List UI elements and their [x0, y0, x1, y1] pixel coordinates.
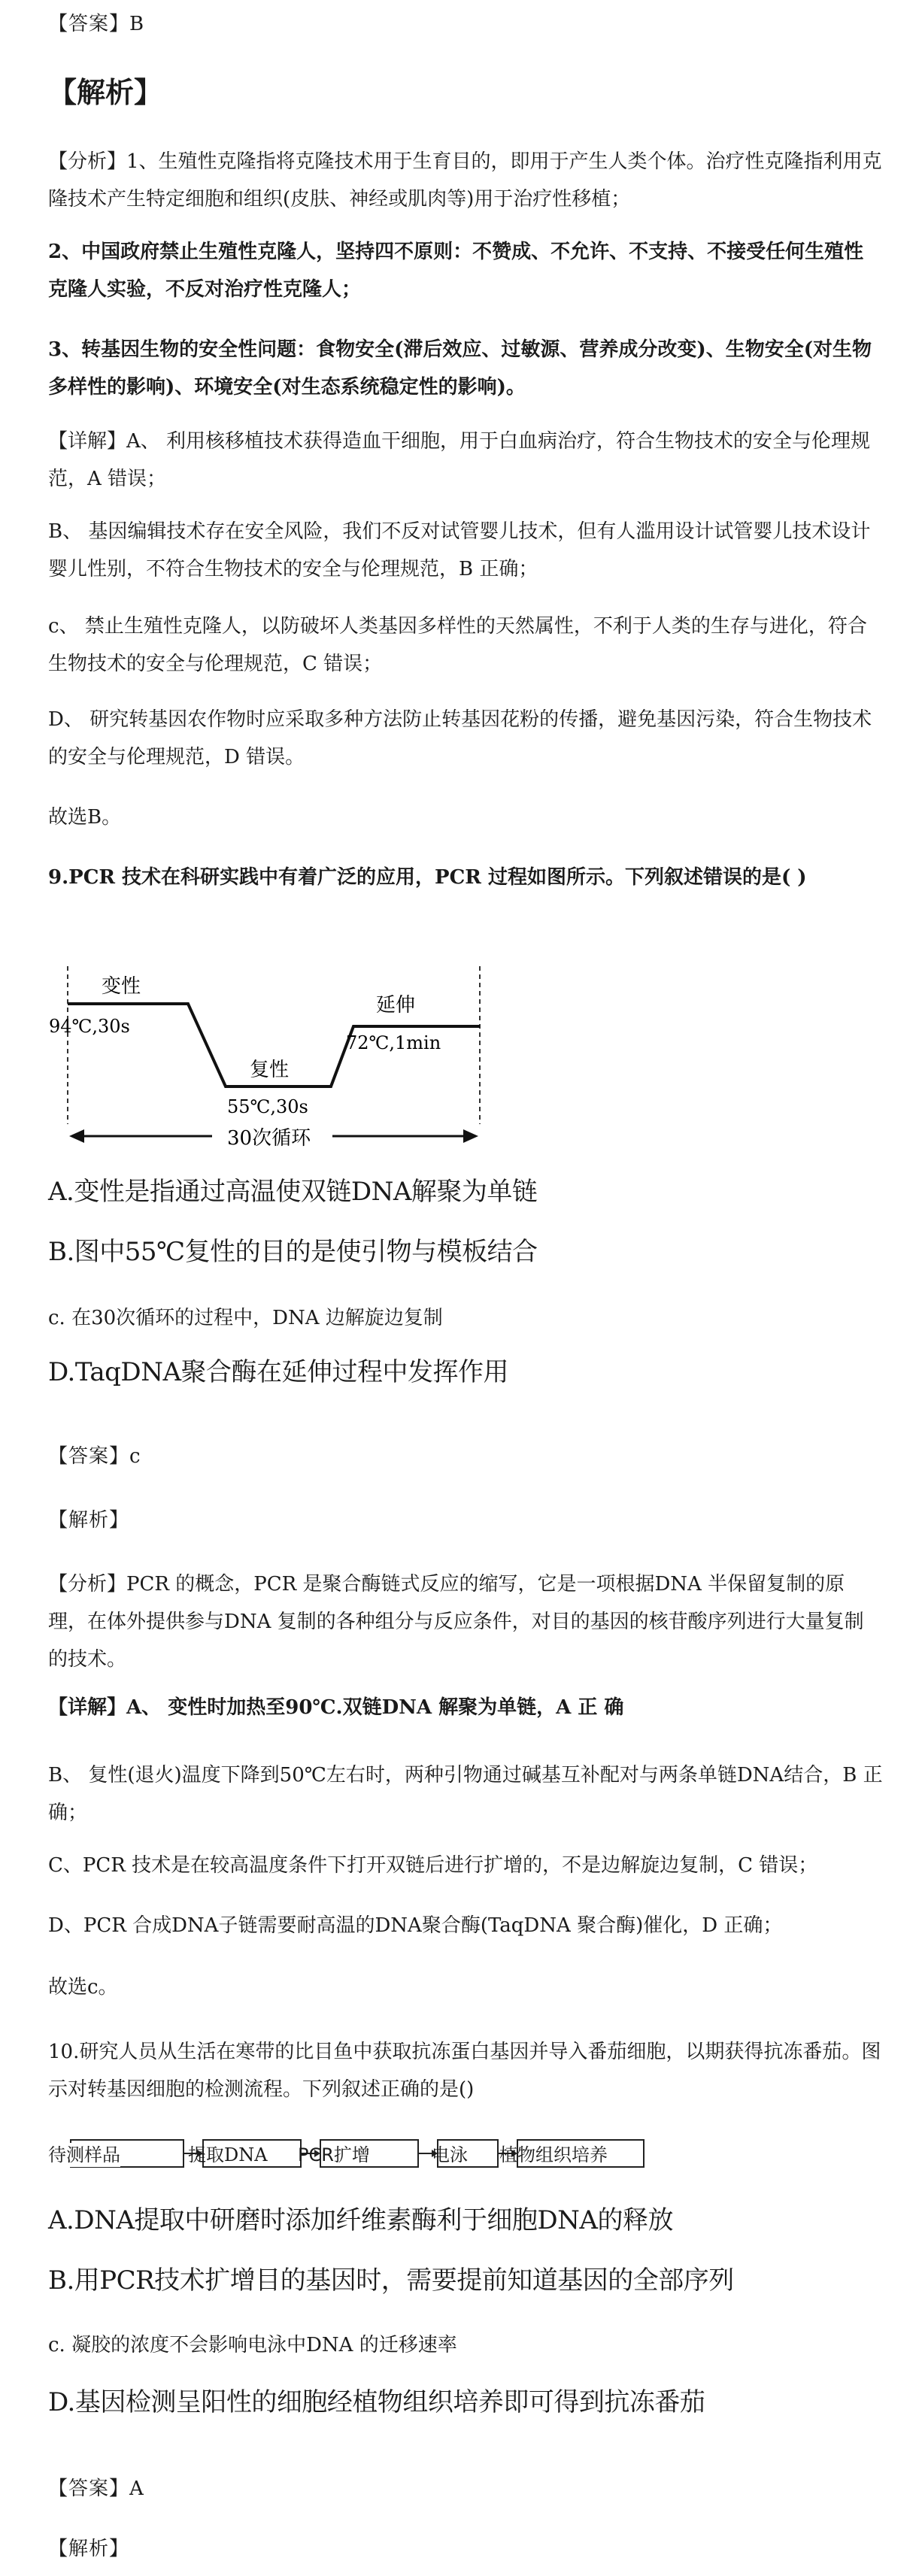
- flow-step-2: 提取DNA: [188, 2144, 268, 2165]
- question-10-stem: 10.研究人员从生活在寒带的比目鱼中获取抗冻蛋白基因并导入番茄细胞，以期获得抗冻番茄。图示对转基因细胞的检测流程。下列叙述正确的是(): [48, 2041, 881, 2101]
- answer-label: 【答案】B: [48, 13, 145, 35]
- extend-label: 延伸: [376, 994, 416, 1017]
- denature-condition: 94℃,30s: [49, 1016, 130, 1037]
- q10-option-c: c. 凝胶的浓度不会影响电泳中DNA 的迁移速率: [48, 2334, 457, 2356]
- flow-step-3: PCR扩增: [298, 2144, 370, 2165]
- q9-option-c: c. 在30次循环的过程中，DNA 边解旋边复制: [48, 1307, 443, 1329]
- q10-answer: 【答案】A: [48, 2478, 144, 2500]
- conclusion: 故选B。: [48, 806, 122, 829]
- analysis-paragraph: 【分析】1、生殖性克隆指将克隆技术用于生育目的，即用于产生人类个体。治疗性克隆指利用克隆技术产生特定细胞和组织(皮肤、神经或肌肉等)用于治疗性移植；: [48, 150, 882, 211]
- q9-detail-a: 【详解】A、 变性时加热至90℃.双链DNA 解聚为单链，A 正 确: [48, 1696, 624, 1719]
- question-9-stem: 9.PCR 技术在科研实践中有着广泛的应用，PCR 过程如图所示。下列叙述错误的是( ): [48, 866, 807, 889]
- q9-detail-d: D、PCR 合成DNA子链需要耐高温的DNA聚合酶(TaqDNA 聚合酶)催化，D 正确；: [48, 1914, 783, 1937]
- extend-condition: 72℃,1min: [346, 1032, 441, 1053]
- detail-c: c、 禁止生殖性克隆人，以防破坏人类基因多样性的天然属性，不利于人类的生存与进化，符合生物技术的安全与伦理规范，C 错误；: [48, 615, 867, 675]
- flow-step-5: 植物组织培养: [499, 2144, 608, 2165]
- q10-analysis-heading: 【解析】: [48, 2538, 130, 2560]
- q9-option-b: B.图中55℃复性的目的是使引物与模板结合: [48, 1237, 538, 1267]
- detail-d: D、 研究转基因农作物时应采取多种方法防止转基因花粉的传播，避免基因污染，符合生物技术的安全与伦理规范，D 错误。: [48, 708, 872, 768]
- q9-analysis: 【分析】PCR 的概念，PCR 是聚合酶链式反应的缩写，它是一项根据DNA 半保留复制的原理，在体外提供参与DNA 复制的各种组分与反应条件，对目的基因的核苷酸序列进行大量复制的技术。: [48, 1573, 864, 1671]
- arrow-head-left: [69, 1129, 84, 1143]
- q9-conclusion: 故选c。: [48, 1976, 118, 1999]
- q10-option-b: B.用PCR技术扩增目的基因时，需要提前知道基因的全部序列: [48, 2265, 734, 2296]
- point-3: 3、转基因生物的安全性问题：食物安全(滞后效应、过敏源、营养成分改变)、生物安全(对生物多样性的影响)、环境安全(对生态系统稳定性的影响)。: [48, 338, 872, 399]
- arrow-head-right: [463, 1129, 478, 1143]
- detection-flowchart: [48, 2132, 650, 2171]
- detail-a: 【详解】A、 利用核移植技术获得造血干细胞，用于白血病治疗，符合生物技术的安全与伦理规范，A 错误；: [48, 430, 871, 490]
- q9-detail-c: C、PCR 技术是在较高温度条件下打开双链后进行扩增的，不是边解旋边复制，C 错误；: [48, 1854, 818, 1877]
- analysis-heading: 【解析】: [48, 75, 163, 109]
- denature-label: 变性: [102, 975, 141, 998]
- q10-option-d: D.基因检测呈阳性的细胞经植物组织培养即可得到抗冻番茄: [48, 2387, 705, 2417]
- pcr-diagram: [45, 959, 496, 1162]
- q9-analysis-heading: 【解析】: [48, 1509, 130, 1532]
- q9-option-a: A.变性是指通过高温使双链DNA解聚为单链: [48, 1177, 538, 1207]
- anneal-condition: 55℃,30s: [227, 1096, 308, 1117]
- q9-option-d: D.TaqDNA聚合酶在延伸过程中发挥作用: [48, 1357, 508, 1387]
- cycle-label: 30次循环: [227, 1127, 311, 1150]
- q9-detail-b: B、 复性(退火)温度下降到50℃左右时，两种引物通过碱基互补配对与两条单链DNA结合，B 正确；: [48, 1764, 883, 1824]
- flow-step-4: 电泳: [432, 2144, 468, 2165]
- q9-answer: 【答案】c: [48, 1445, 141, 1468]
- flow-step-1: 待测样品: [48, 2144, 120, 2165]
- anneal-label: 复性: [250, 1059, 290, 1081]
- point-2: 2、中国政府禁止生殖性克隆人，坚持四不原则：不赞成、不允许、不支持、不接受任何生殖性克隆人实验，不反对治疗性克隆人；: [48, 241, 864, 301]
- detail-b: B、 基因编辑技术存在安全风险，我们不反对试管婴儿技术，但有人滥用设计试管婴儿技术设计婴儿性别，不符合生物技术的安全与伦理规范，B 正确；: [48, 520, 871, 580]
- q10-option-a: A.DNA提取中研磨时添加纤维素酶利于细胞DNA的释放: [48, 2205, 673, 2235]
